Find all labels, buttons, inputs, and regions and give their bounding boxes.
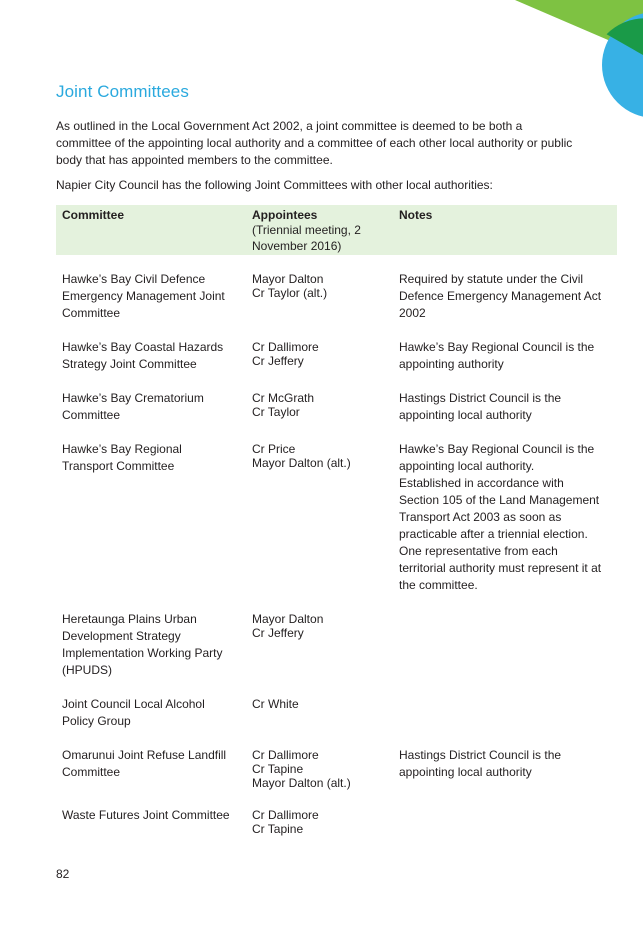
appointees-line: Cr Dallimore (252, 748, 319, 762)
notes-line: territorial authority must represent it at (399, 561, 602, 575)
notes-cell (393, 696, 617, 747)
table-row (56, 747, 617, 807)
table-row (56, 696, 617, 747)
joint-committees-table (56, 205, 617, 853)
header-appointees (246, 205, 393, 255)
notes-line: Hastings District Council is the (399, 391, 562, 405)
committee-name-line: Implementation Working Party (62, 646, 223, 660)
committee-name-line: Joint Council Local Alcohol (62, 697, 205, 711)
committee-name-line: Transport Committee (62, 459, 175, 473)
appointees-cell (246, 441, 393, 611)
appointees-line: Cr Jeffery (252, 626, 304, 640)
appointees-line: Mayor Dalton (alt.) (252, 456, 351, 470)
notes-cell (393, 390, 617, 441)
header-notes: Notes (399, 208, 433, 222)
committee-name-line: Hawke’s Bay Civil Defence (62, 272, 206, 286)
corner-decoration (0, 0, 643, 120)
appointees-line: Mayor Dalton (alt.) (252, 776, 351, 790)
appointees-line: Cr Price (252, 442, 296, 456)
appointees-line: Cr Dallimore (252, 340, 319, 354)
header-appointees-label: Appointees (252, 208, 318, 222)
appointees-cell (246, 611, 393, 696)
notes-line: the committee. (399, 578, 478, 592)
notes-line: appointing authority (399, 357, 504, 371)
committee-name-cell (56, 807, 246, 853)
notes-line: Section 105 of the Land Management (399, 493, 600, 507)
committee-name-line: Hawke’s Bay Regional (62, 442, 182, 456)
notes-line: appointing local authority (399, 765, 532, 779)
page-title: Joint Committees (56, 82, 189, 101)
appointees-line: Cr Taylor (alt.) (252, 286, 328, 300)
appointees-cell (246, 390, 393, 441)
appointees-cell (246, 807, 393, 853)
page-number: 82 (56, 867, 70, 881)
appointees-cell (246, 696, 393, 747)
notes-line: Hawke’s Bay Regional Council is the (399, 442, 595, 456)
notes-line: Hawke’s Bay Regional Council is the (399, 340, 595, 354)
committee-name-line: Committee (62, 306, 121, 320)
committee-name-line: Omarunui Joint Refuse Landfill (62, 748, 227, 762)
appointees-line: Cr McGrath (252, 391, 315, 405)
header-appointees-note-line: (Triennial meeting, 2 (252, 223, 361, 237)
corner-blue-circle (602, 12, 643, 118)
committee-name-line: Committee (62, 408, 121, 422)
notes-cell (393, 441, 617, 611)
table-row (56, 807, 617, 853)
committee-name-line: Strategy Joint Committee (62, 357, 197, 371)
appointees-cell (246, 747, 393, 807)
appointees-cell (246, 271, 393, 339)
table-row (56, 441, 617, 611)
committee-name-line: Policy Group (62, 714, 131, 728)
corner-green-stripe (515, 0, 643, 55)
notes-line: Transport Act 2003 as soon as (399, 510, 562, 524)
notes-line: 2002 (399, 306, 426, 320)
committee-name-line: Committee (62, 765, 121, 779)
appointees-line: Cr White (252, 697, 299, 711)
committee-name-cell (56, 441, 246, 611)
appointees-line: Cr Dallimore (252, 808, 319, 822)
appointees-cell (246, 339, 393, 390)
notes-cell (393, 611, 617, 696)
intro-paragraph: As outlined in the Local Government Act 2002, a joint committee is deemed to be both a committee of the appointing local authority and a committee of each other local authority or public body that has appointed members to the committee. (56, 119, 573, 167)
committee-name-cell (56, 271, 246, 339)
header-spacer (56, 255, 617, 271)
notes-cell (393, 271, 617, 339)
notes-line: appointing local authority. (399, 459, 535, 473)
committee-name-line: Waste Futures Joint Committee (62, 808, 230, 822)
appointees-line: Cr Taylor (252, 405, 300, 419)
committee-name-cell (56, 696, 246, 747)
appointees-line: Cr Tapine (252, 762, 304, 776)
committee-name-cell (56, 390, 246, 441)
committee-name-line: Heretaunga Plains Urban (62, 612, 197, 626)
lead-paragraph: Napier City Council has the following Joint Committees with other local authorities: (56, 178, 493, 192)
notes-cell (393, 807, 617, 853)
notes-line: Established in accordance with (399, 476, 564, 490)
committee-name-cell (56, 611, 246, 696)
committee-name-line: Hawke’s Bay Crematorium (62, 391, 204, 405)
notes-line: appointing local authority (399, 408, 532, 422)
committee-name-line: Emergency Management Joint (62, 289, 225, 303)
appointees-line: Cr Tapine (252, 822, 304, 836)
appointees-line: Mayor Dalton (252, 272, 324, 286)
notes-line: Required by statute under the Civil (399, 272, 584, 286)
committee-name-cell (56, 339, 246, 390)
table-row (56, 271, 617, 339)
header-committee: Committee (62, 208, 125, 222)
corner-green-overlap (607, 18, 643, 55)
table-row (56, 390, 617, 441)
notes-line: One representative from each (399, 544, 558, 558)
header-appointees-note-line: November 2016) (252, 239, 342, 253)
table-body (56, 255, 617, 853)
table-header-row (56, 205, 617, 255)
table-row (56, 611, 617, 696)
notes-line: practicable after a triennial election. (399, 527, 588, 541)
notes-cell (393, 747, 617, 807)
notes-line: Defence Emergency Management Act (399, 289, 602, 303)
table-row (56, 339, 617, 390)
committee-name-line: Hawke’s Bay Coastal Hazards (62, 340, 224, 354)
appointees-line: Mayor Dalton (252, 612, 324, 626)
committee-name-cell (56, 747, 246, 807)
committee-name-line: (HPUDS) (62, 663, 112, 677)
committee-name-line: Development Strategy (62, 629, 181, 643)
notes-cell (393, 339, 617, 390)
notes-line: Hastings District Council is the (399, 748, 562, 762)
appointees-line: Cr Jeffery (252, 354, 304, 368)
